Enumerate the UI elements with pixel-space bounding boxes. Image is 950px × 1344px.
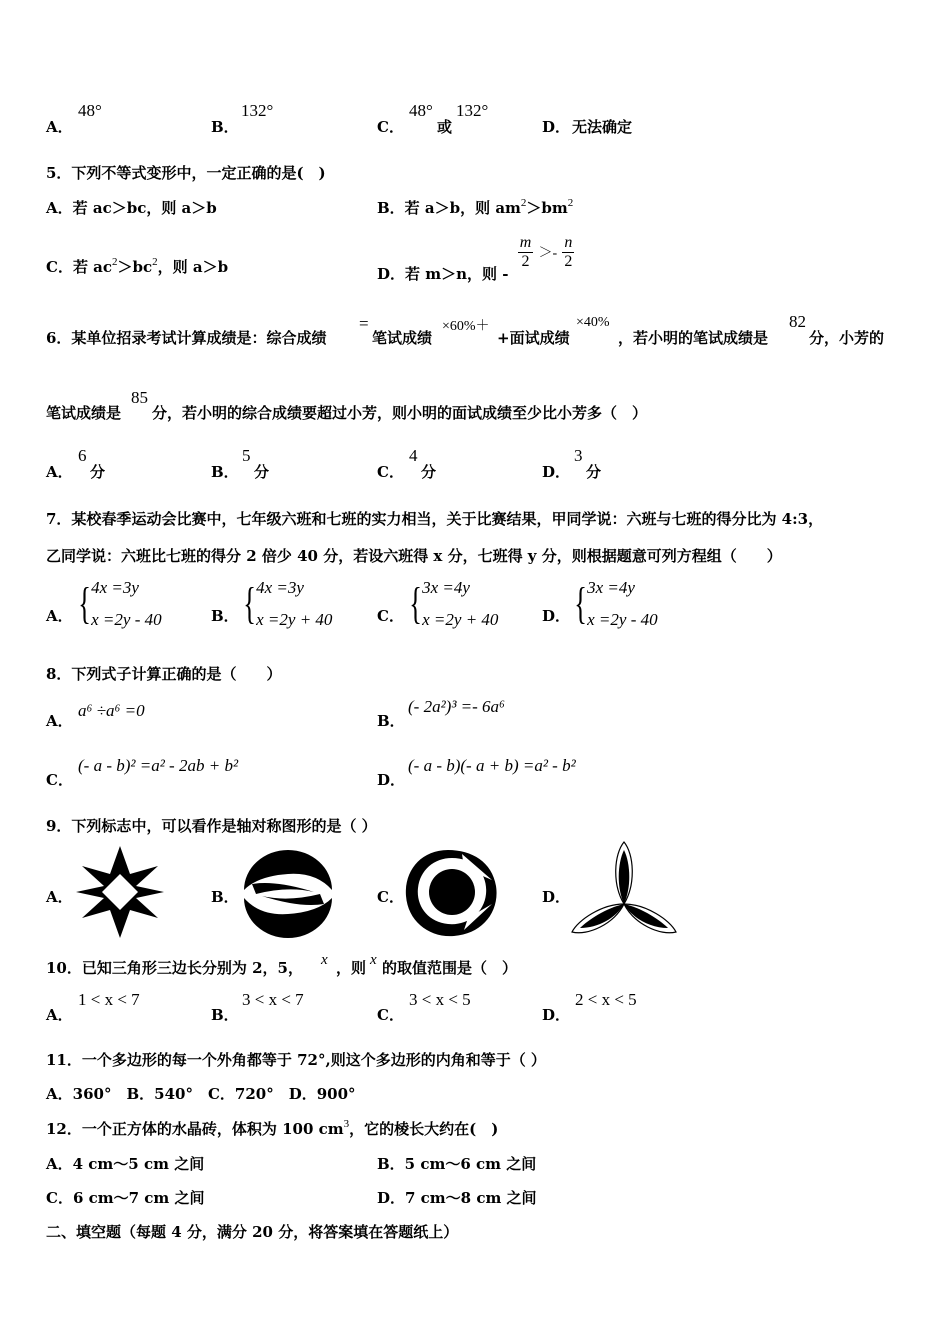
q9-option-b-label: B．: [211, 888, 239, 906]
q7-line2: 乙同学说：六班比七班的得分 2 倍少 40 分，若设六班得 x 分，七班得 y 分，则根据题意可列方程组（ ）: [46, 547, 782, 565]
q11-stem: 11．一个多边形的每一个外角都等于 72°,则这个多边形的内角和等于（ ）: [46, 1051, 546, 1069]
q6-option-c-num: 4: [409, 446, 418, 465]
q11-options: A．360° B．540° C．720° D．900°: [46, 1085, 356, 1103]
q6-line1-b: 笔试成绩: [372, 329, 433, 347]
q9-option-d-label: D．: [542, 888, 571, 906]
q9-logo-c-ring-circle-icon: [402, 846, 502, 940]
q12-stem: 12．一个正方体的水晶砖，体积为 100 $cm^3$，它的棱长大约在( ): [46, 1118, 499, 1138]
q12-option-a: A．4 cm～5 cm 之间: [46, 1155, 205, 1173]
q5-stem: 5．下列不等式变形中，一定正确的是( ): [46, 164, 326, 182]
q8-option-c-label: C．: [46, 771, 73, 789]
q7-option-a-system: { 4x =3y x =2y - 40: [78, 578, 162, 629]
q6-percent-60: ×60%＋: [442, 319, 490, 334]
q5-option-c: C．若 $ac^2>bc^2$，则 a＞b: [46, 256, 229, 276]
q10-x2: x: [370, 952, 377, 968]
q7-option-d-system: { 3x =4y x =2y - 40: [574, 578, 658, 629]
q6-option-d-label: D．: [542, 463, 571, 481]
q8-stem: 8．下列式子计算正确的是（ ）: [46, 665, 282, 683]
q9-logo-b-split-circle-icon: [236, 850, 340, 938]
q4-option-d-value: 无法确定: [572, 118, 633, 136]
q7-option-b-label: B．: [211, 607, 239, 625]
q12-option-d: D．7 cm～8 cm 之间: [377, 1189, 537, 1207]
q9-stem: 9．下列标志中，可以看作是轴对称图形的是（ ）: [46, 817, 377, 835]
q4-option-a-value: 48°: [78, 101, 102, 120]
q4-option-c-or: 或: [437, 118, 453, 136]
q8-option-c-expr: (- a - b)² =a² - 2ab + b²: [78, 756, 239, 775]
q7-option-c-label: C．: [377, 607, 404, 625]
q7-option-a-label: A．: [46, 607, 73, 625]
q12-option-c: C．6 cm～7 cm 之间: [46, 1189, 205, 1207]
q10-option-d-expr: 2 < x < 5: [575, 990, 637, 1009]
q10-option-c-expr: 3 < x < 5: [409, 990, 471, 1009]
q8-option-a-label: A．: [46, 712, 73, 730]
q5-option-a: A．若 ac＞bc，则 a＞b: [46, 199, 217, 217]
q7-line1: 7．某校春季运动会比赛中，七年级六班和七班的实力相当，关于比赛结果，甲同学说：六班与七班的得分比为 4:3，: [46, 510, 824, 528]
q10-option-b-label: B．: [211, 1006, 239, 1024]
q5-option-d: D．若 m＞n，则 - $\frac{m}{2}$ ＞- $\frac{n}{2}$: [377, 234, 573, 283]
q10-x1: x: [321, 952, 328, 968]
q9-option-a-label: A．: [46, 888, 73, 906]
q6-option-b-num: 5: [242, 446, 251, 465]
q6-option-a-num: 6: [78, 446, 87, 465]
q6-equals: =: [359, 314, 369, 333]
q6-line1-d: ，若小明的笔试成绩是: [618, 329, 769, 347]
q10-option-a-label: A．: [46, 1006, 73, 1024]
q7-option-c-system: { 3x =4y x =2y + 40: [409, 578, 499, 629]
q9-logo-d-three-leaf-icon: [568, 840, 680, 940]
q6-option-d-unit: 分: [586, 463, 602, 481]
q8-option-d-expr: (- a - b)(- a + b) =a² - b²: [408, 756, 576, 775]
q6-line1-e: 分，小芳的: [809, 329, 885, 347]
q6-percent-40: ×40%: [576, 315, 610, 330]
q6-option-d-num: 3: [574, 446, 583, 465]
q8-option-b-label: B．: [377, 712, 405, 730]
q6-line2-a: 笔试成绩是: [46, 404, 122, 422]
q4-option-c-value1: 48°: [409, 101, 433, 120]
q4-option-a-label: A．: [46, 118, 73, 136]
q4-option-c-value2: 132°: [456, 101, 489, 120]
q8-option-d-label: D．: [377, 771, 406, 789]
q6-option-b-label: B．: [211, 463, 239, 481]
q6-score-85: 85: [131, 388, 148, 407]
q6-option-b-unit: 分: [254, 463, 270, 481]
q8-option-b-expr: (- 2a²)³ =- 6a⁶: [408, 697, 505, 716]
q6-score-82: 82: [789, 312, 806, 331]
q10-stem-a: 10．已知三角形三边长分别为 2，5，: [46, 959, 303, 977]
q5-option-b: B．若 a＞b，则 $am^2>bm^2$: [377, 197, 574, 217]
section-2-heading: 二、填空题（每题 4 分，满分 20 分，将答案填在答题纸上）: [46, 1223, 459, 1241]
q10-option-d-label: D．: [542, 1006, 571, 1024]
q10-stem-b: ，则: [336, 959, 367, 977]
q10-option-a-expr: 1 < x < 7: [78, 990, 140, 1009]
q8-option-a-expr: a⁶ ÷a⁶ =0: [78, 701, 145, 720]
q7-option-d-label: D．: [542, 607, 571, 625]
q12-option-b: B．5 cm～6 cm 之间: [377, 1155, 537, 1173]
q9-logo-a-pinwheel-stars-icon: [72, 844, 168, 940]
q6-option-a-unit: 分: [90, 463, 106, 481]
q4-option-b-value: 132°: [241, 101, 274, 120]
q10-stem-c: 的取值范围是（ ）: [382, 959, 518, 977]
q10-option-c-label: C．: [377, 1006, 404, 1024]
q4-option-d-label: D．: [542, 118, 571, 136]
q9-option-c-label: C．: [377, 888, 404, 906]
q6-line1-c: +面试成绩: [497, 329, 570, 347]
q6-line2-b: 分，若小明的综合成绩要超过小芳，则小明的面试成绩至少比小芳多（ ）: [152, 404, 648, 422]
q10-option-b-expr: 3 < x < 7: [242, 990, 304, 1009]
q6-line1-a: 6．某单位招录考试计算成绩是：综合成绩: [46, 329, 327, 347]
q6-option-a-label: A．: [46, 463, 73, 481]
q6-option-c-label: C．: [377, 463, 404, 481]
q6-option-c-unit: 分: [421, 463, 437, 481]
q4-option-c-label: C．: [377, 118, 404, 136]
q4-option-b-label: B．: [211, 118, 239, 136]
q7-option-b-system: { 4x =3y x =2y + 40: [243, 578, 333, 629]
